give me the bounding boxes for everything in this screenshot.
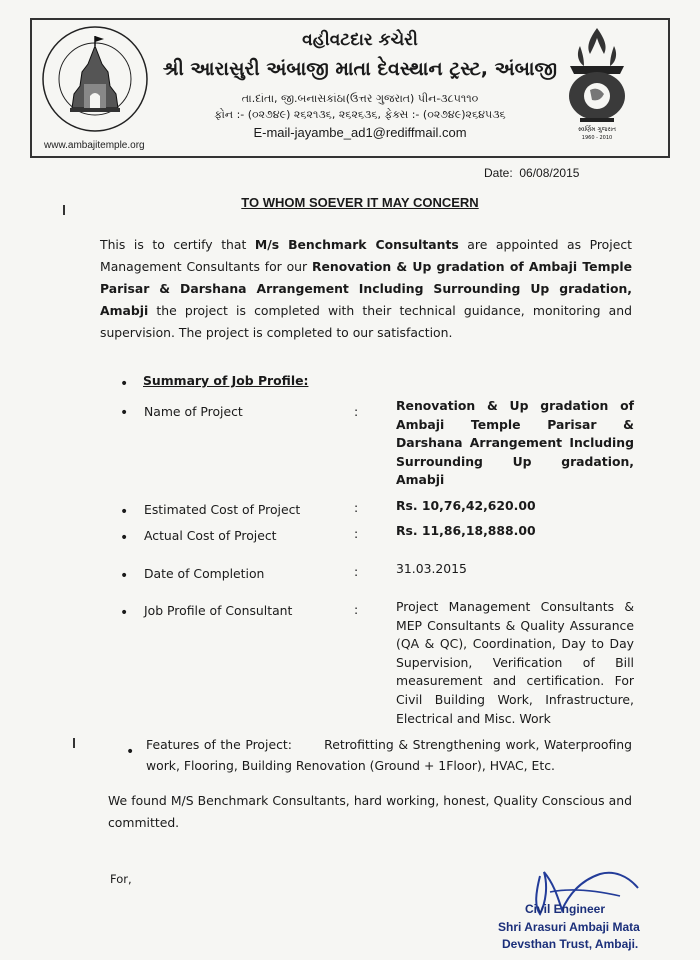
summary-title: Summary of Job Profile: [143, 373, 309, 388]
bullet-doc: • [120, 568, 129, 584]
completion-date-value: 31.03.2015 [396, 561, 467, 576]
features-paragraph [146, 734, 632, 776]
date-value: 06/08/2015 [519, 166, 580, 180]
job-profile-value: Project Management Consultants & MEP Consultants & Quality Assurance (QA & QC), Coordination, Day to Day Supervision, Verification of Bill measurement and certification. For Civil Building Work, Infrastructure, Electrical and Misc. Work [396, 599, 634, 726]
address-line: તા.દાંતા, જી.બનાસકાંઠા(ઉત્તર ગુજરાત) પીન-૩૮૫૧૧૦ [241, 92, 479, 105]
job-profile-label: Job Profile of Consultant [144, 603, 293, 618]
features-value: Retrofitting & Strengthening work, Waterproofing work, Flooring, Building Renovation (Ground + 1Floor), HVAC, Etc. [146, 737, 632, 773]
letter-heading: TO WHOM SOEVER IT MAY CONCERN [241, 195, 479, 210]
bullet-summary: • [120, 376, 129, 392]
features-label: Features of the Project: [146, 737, 292, 752]
colon: : [354, 500, 359, 515]
closing-paragraph: We found M/S Benchmark Consultants, hard working, honest, Quality Conscious and committed. [108, 793, 632, 830]
actual-cost-value: Rs. 11,86,18,888.00 [396, 523, 536, 538]
logo-caption-2: 1960 - 2010 [581, 135, 613, 141]
colon: : [354, 404, 359, 419]
margin-mark [73, 738, 75, 748]
website-text: www.ambajitemple.org [44, 140, 145, 151]
margin-mark [63, 205, 65, 215]
intro-paragraph: This is to certify that M/s Benchmark Consultants are appointed as Project Management Consultants for our Renovation & Up gradation of Ambaji Temple Parisar & Darshana Arrangement Including Surrounding Up gradation, Amabji the project is completed with their technical guidance, monitoring and supervision. The project is completed to our satisfaction. [100, 237, 633, 340]
bullet-est: • [120, 504, 129, 520]
bullet-features: • [126, 744, 135, 760]
office-title: વહીવટદાર કચેરી [302, 30, 418, 50]
completion-date-label: Date of Completion [144, 566, 265, 581]
consultant-name: M/s Benchmark Consultants [254, 237, 459, 252]
project-name-label: Name of Project [144, 404, 243, 419]
swarnim-gujarat-logo [562, 24, 632, 142]
date-line [484, 166, 579, 180]
date-label: Date: [484, 166, 513, 180]
email-line: E-mail-jayambe_ad1@rediffmail.com [253, 125, 467, 140]
signatory-designation: Civil Engineer [525, 902, 606, 916]
colon: : [354, 526, 359, 541]
bullet-act: • [120, 530, 129, 546]
estimated-cost-label: Estimated Cost of Project [144, 502, 301, 517]
temple-seal-logo [40, 24, 150, 134]
signatory-org-line1: Shri Arasuri Ambaji Mata [498, 920, 640, 934]
for-label: For, [110, 872, 132, 886]
colon: : [354, 564, 359, 579]
phone-line: ફોન :- (૦૨૭૪૯) ૨૬૨૧૩૬, ૨૬૨૬૩૬, ફેક્સ :- (૦૨૭૪૯)૨૬૪૫૩૬ [214, 108, 506, 121]
bullet-name: • [120, 405, 129, 421]
trust-name: શ્રી આરાસુરી અંબાજી માતા દેવસ્થાન ટ્રસ્ટ, અંબાજી [162, 58, 558, 80]
project-name-inline: Renovation & Up gradation of Ambaji Temple Parisar & Darshana Arrangement Including Surrounding Up gradation, Amabji [100, 259, 632, 318]
actual-cost-label: Actual Cost of Project [144, 528, 277, 543]
colon: : [354, 602, 359, 617]
bullet-job: • [120, 605, 129, 621]
estimated-cost-value: Rs. 10,76,42,620.00 [396, 498, 536, 513]
signatory-org-line2: Devsthan Trust, Ambaji. [502, 937, 639, 951]
project-name-value: Renovation & Up gradation of Ambaji Temple Parisar & Darshana Arrangement Including Surrounding Up gradation, Amabji [396, 398, 634, 487]
logo-caption-1: સ્વર્ણિમ ગુજરાત [577, 126, 617, 133]
